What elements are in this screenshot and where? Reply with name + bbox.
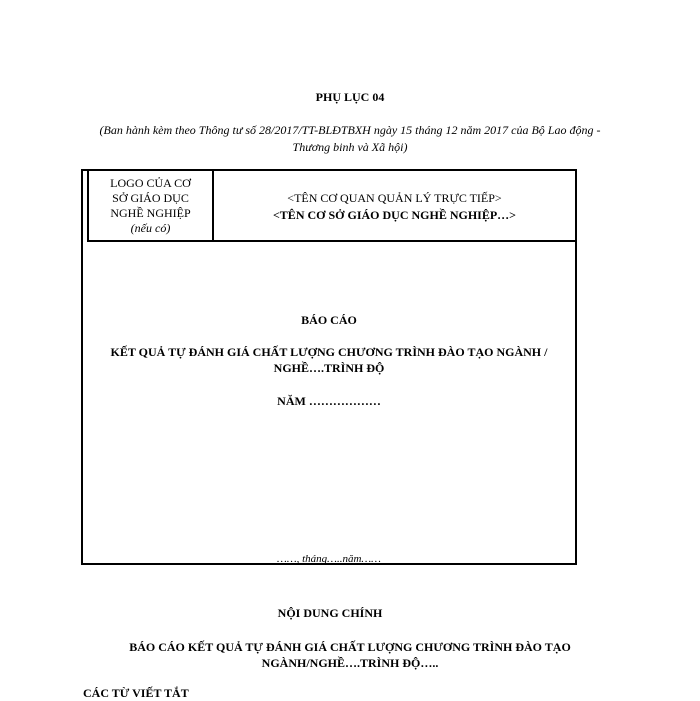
cover-report-subtitle: KẾT QUẢ TỰ ĐÁNH GIÁ CHẤT LƯỢNG CHƯƠNG TRÌNH ĐÀO TẠO NGÀNH / NGHỀ….TRÌNH ĐỘ bbox=[110, 345, 548, 375]
main-report-title: BÁO CÁO KẾT QUẢ TỰ ĐÁNH GIÁ CHẤT LƯỢNG CHƯƠNG TRÌNH ĐÀO TẠO NGÀNH/NGHỀ….TRÌNH ĐỘ….. bbox=[129, 640, 571, 670]
abbreviations-heading: CÁC TỪ VIẾT TẮT bbox=[83, 686, 189, 700]
issued-note: (Ban hành kèm theo Thông tư số 28/2017/TT-BLĐTBXH ngày 15 tháng 12 năm 2017 của Bộ Lao động - Thương binh và Xã hội) bbox=[99, 123, 601, 154]
agency-cell bbox=[214, 169, 575, 240]
logo-label-line-3: NGHỀ NGHIỆP bbox=[110, 205, 191, 220]
agency-name-placeholder: <TÊN CƠ QUAN QUẢN LÝ TRỰC TIẾP> bbox=[287, 190, 502, 205]
institution-name-placeholder: <TÊN CƠ SỞ GIÁO DỤC NGHỀ NGHIỆP…> bbox=[272, 207, 517, 222]
logo-cell bbox=[89, 169, 214, 240]
logo-label-line-2: SỞ GIÁO DỤC bbox=[112, 190, 189, 205]
cover-header-table bbox=[87, 169, 577, 242]
cover-report-year: NĂM ……………… bbox=[277, 394, 381, 408]
appendix-title: PHỤ LỤC 04 bbox=[315, 90, 385, 104]
main-content-title: NỘI DUNG CHÍNH bbox=[277, 606, 383, 620]
logo-note: (nếu có) bbox=[130, 220, 171, 235]
logo-label-line-1: LOGO CỦA CƠ bbox=[110, 175, 191, 190]
cover-place-date: ……, tháng…..năm…… bbox=[277, 553, 381, 565]
cover-report-title: BÁO CÁO bbox=[301, 313, 357, 327]
